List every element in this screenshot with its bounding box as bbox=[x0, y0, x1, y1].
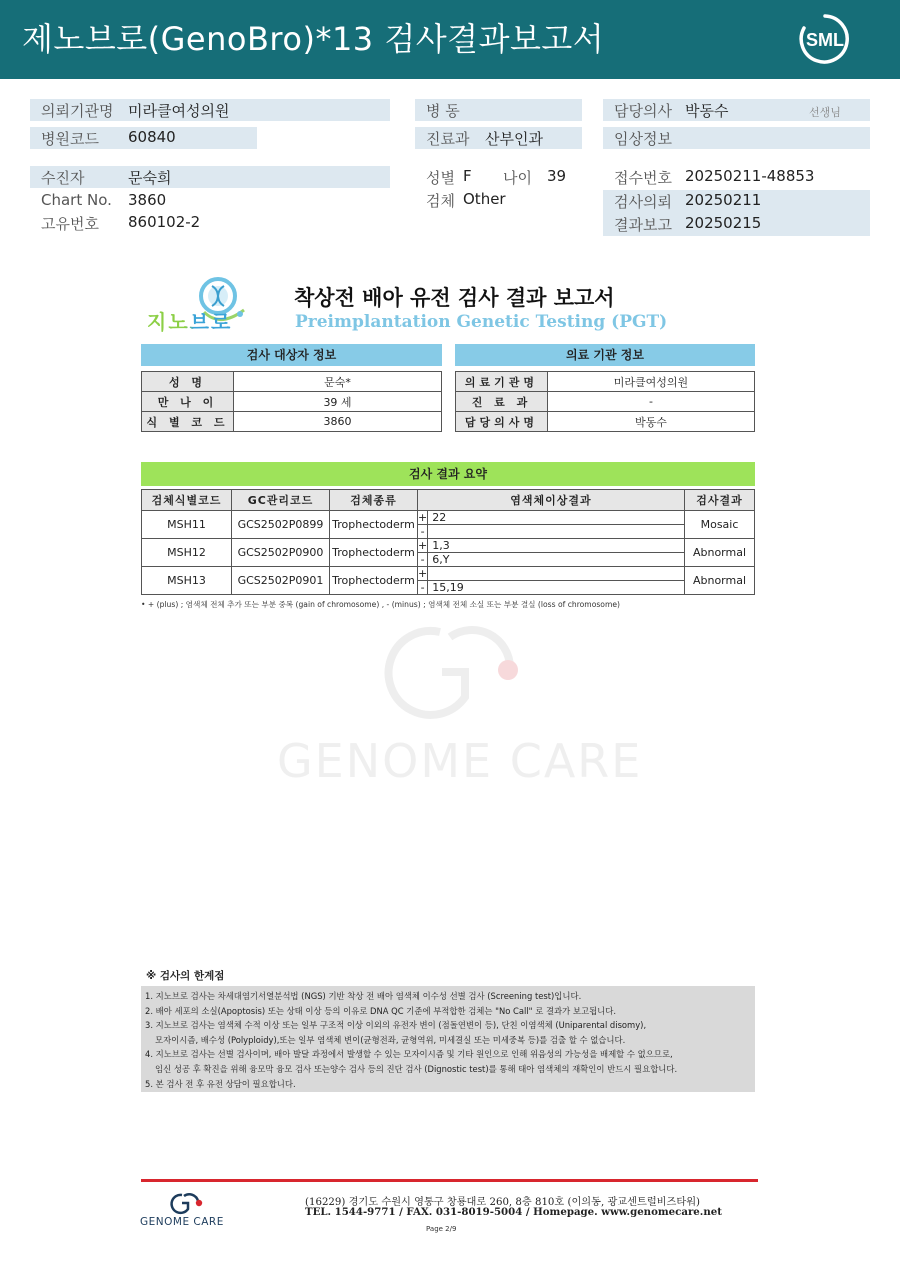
limitation-item: 임신 성공 후 확진을 위해 융모막 융모 검사 또는양수 검사 등의 진단 검사 (Dignostic test)를 통해 태아 염색체의 재확인이 반드시 필요합니다. bbox=[155, 1063, 678, 1074]
table-row bbox=[142, 511, 755, 525]
specimen-value: Other bbox=[463, 190, 506, 208]
minus-sign: - bbox=[418, 553, 428, 567]
minus-sign: - bbox=[418, 525, 428, 539]
info-value: 39 세 bbox=[234, 392, 442, 412]
watermark-text: GENOME CARE bbox=[277, 734, 643, 788]
page-title: 제노브로(GenoBro)*13 검사결과보고서 bbox=[22, 20, 605, 58]
report-date-label: 결과보고 bbox=[614, 216, 672, 234]
doctor-suffix: 선생님 bbox=[809, 106, 841, 119]
limitation-item: 2. 배아 세포의 소실(Apoptosis) 또는 상태 이상 등의 이유로 DNA QC 기준에 부적합한 검체는 "No Call" 로 결과가 보고됩니다. bbox=[145, 1005, 616, 1016]
result-value: Mosaic bbox=[685, 511, 755, 539]
ward-field bbox=[415, 99, 582, 121]
dates-field bbox=[603, 190, 870, 236]
sex-label: 성별 bbox=[426, 169, 455, 187]
table-row bbox=[142, 539, 755, 553]
results-column-header: GC관리코드 bbox=[232, 490, 330, 511]
gc-code: GCS2502P0901 bbox=[232, 567, 330, 595]
receipt-no-label: 접수번호 bbox=[614, 169, 672, 187]
clinical-field bbox=[603, 127, 870, 149]
unique-no-value: 860102-2 bbox=[128, 213, 201, 231]
results-header: 검사 결과 요약 bbox=[141, 462, 755, 486]
patient-value: 문숙희 bbox=[128, 169, 172, 187]
institution-info-row bbox=[456, 392, 755, 412]
loss-chromosomes bbox=[428, 525, 685, 539]
info-value: 3860 bbox=[234, 412, 442, 432]
hospital-code-label: 병원코드 bbox=[41, 130, 99, 148]
institution-info-header: 의료 기관 정보 bbox=[455, 344, 755, 366]
info-value: 문숙* bbox=[234, 372, 442, 392]
results-column-header: 검사결과 bbox=[685, 490, 755, 511]
doctor-label: 담당의사 bbox=[614, 102, 672, 120]
subject-info-header: 검사 대상자 정보 bbox=[141, 344, 442, 366]
genome-care-watermark-icon bbox=[370, 612, 530, 722]
plus-sign: + bbox=[418, 567, 428, 580]
requesting-org-label: 의뢰기관명 bbox=[41, 102, 114, 120]
report-subtitle: Preimplantation Genetic Testing (PGT) bbox=[295, 312, 668, 332]
doctor-value: 박동수 bbox=[685, 102, 729, 120]
limitation-item: 4. 지노브로 검사는 선별 검사이며, 배아 발달 과정에서 발생할 수 있는 모자이시즘 및 기타 원인으로 인해 위음성의 가능성을 배제할 수 없으므로, bbox=[145, 1049, 673, 1060]
genome-care-logo-icon bbox=[164, 1191, 206, 1215]
doctor-field bbox=[603, 99, 870, 121]
institution-info-row bbox=[456, 372, 755, 392]
sample-code: MSH13 bbox=[142, 567, 232, 595]
footer-logo-text: GENOME CARE bbox=[140, 1216, 224, 1228]
result-value: Abnormal bbox=[685, 539, 755, 567]
hospital-code-value: 60840 bbox=[128, 128, 176, 146]
specimen-label: 검체 bbox=[426, 192, 455, 210]
results-column-header: 염색체이상결과 bbox=[418, 490, 685, 511]
subject-info-row bbox=[142, 392, 442, 412]
info-key: 진 료 과 bbox=[456, 392, 548, 412]
dept-value: 산부인과 bbox=[485, 130, 543, 148]
receipt-no-value: 20250211-48853 bbox=[685, 167, 815, 185]
gain-chromosomes bbox=[428, 567, 685, 581]
results-column-header: 검체종류 bbox=[330, 490, 418, 511]
plus-sign: + bbox=[418, 511, 428, 524]
sex-age-field bbox=[415, 166, 582, 188]
limitation-item: 1. 지노브로 검사는 차세대염기서열분석법 (NGS) 기반 착상 전 배아 염색체 이수성 선별 검사 (Screening test)입니다. bbox=[145, 991, 582, 1001]
age-value: 39 bbox=[547, 167, 567, 185]
sample-code: MSH12 bbox=[142, 539, 232, 567]
results-column-header: 검체식별코드 bbox=[142, 490, 232, 511]
limitation-item: 5. 본 검사 전 후 유전 상담이 필요합니다. bbox=[145, 1078, 296, 1089]
patient-field bbox=[30, 166, 390, 188]
unique-no-label: 고유번호 bbox=[41, 215, 99, 233]
gc-code: GCS2502P0900 bbox=[232, 539, 330, 567]
sample-code: MSH11 bbox=[142, 511, 232, 539]
chart-no-label: Chart No. bbox=[41, 191, 112, 209]
loss-chromosomes: 15,19 bbox=[428, 581, 685, 595]
info-key: 의료기관명 bbox=[456, 372, 548, 392]
page-number: Page 2/9 bbox=[426, 1225, 457, 1233]
gain-chromosomes: 1,3 bbox=[428, 539, 685, 553]
info-value: 박동수 bbox=[548, 412, 755, 432]
footer-address: (16229) 경기도 수원시 영통구 창룡대로 260, 8층 810호 (이의동, 광교센트럴비즈타워) bbox=[305, 1197, 701, 1208]
chart-no-value: 3860 bbox=[128, 191, 167, 209]
info-key: 담당의사명 bbox=[456, 412, 548, 432]
table-row bbox=[142, 567, 755, 581]
specimen-type: Trophectoderm bbox=[330, 511, 418, 539]
genobro-brand-text bbox=[147, 306, 232, 335]
limitations-title: ※ 검사의 한계점 bbox=[146, 970, 225, 982]
dept-field bbox=[415, 127, 582, 149]
clinical-label: 임상정보 bbox=[614, 130, 672, 148]
minus-sign: - bbox=[418, 581, 428, 595]
info-value: - bbox=[548, 392, 755, 412]
sml-logo-icon bbox=[798, 13, 852, 65]
footer-contact: TEL. 1544-9771 / FAX. 031-8019-5004 / Homepage. www.genomecare.net bbox=[305, 1206, 722, 1218]
specimen-type: Trophectoderm bbox=[330, 539, 418, 567]
unique-no-field bbox=[30, 212, 390, 234]
patient-label: 수진자 bbox=[41, 169, 85, 187]
plus-sign: + bbox=[418, 539, 428, 552]
requesting-org-value: 미라클여성의원 bbox=[128, 102, 230, 120]
result-value: Abnormal bbox=[685, 567, 755, 595]
subject-info-row bbox=[142, 372, 442, 392]
gc-code: GCS2502P0899 bbox=[232, 511, 330, 539]
institution-info-table bbox=[455, 371, 755, 432]
info-key: 만 나 이 bbox=[142, 392, 234, 412]
results-table bbox=[141, 489, 755, 595]
header-bar bbox=[0, 0, 900, 79]
info-value: 미라클여성의원 bbox=[548, 372, 755, 392]
chart-no-field bbox=[30, 190, 390, 212]
ward-label: 병 동 bbox=[426, 102, 460, 120]
results-footnote: • + (plus) ; 염색체 전체 추가 또는 부분 중복 (gain of chromosome) , - (minus) ; 염색체 전체 소실 또는 부분 결실 (loss of chromosome) bbox=[141, 600, 620, 609]
limitation-item: 모자이시즘, 배수성 (Polyploidy),또는 일부 염색체 변이(균형전좌, 균형역위, 미세결실 또는 미세중복 등)를 검출 할 수 없습니다. bbox=[155, 1034, 626, 1045]
limitation-item: 3. 지노브로 검사는 염색체 수적 이상 또는 일부 구조적 이상 이외의 유전자 변이 (점돌연변이 등), 단친 이염색체 (Uniparental disomy), bbox=[145, 1020, 647, 1031]
subject-info-table bbox=[141, 371, 442, 432]
footer-divider bbox=[141, 1179, 758, 1182]
specimen-type: Trophectoderm bbox=[330, 567, 418, 595]
age-label: 나이 bbox=[503, 169, 532, 187]
info-key: 식 별 코 드 bbox=[142, 412, 234, 432]
info-key: 성 명 bbox=[142, 372, 234, 392]
genobro-brand: 지노브로 bbox=[147, 310, 233, 334]
dept-label: 진료과 bbox=[426, 130, 470, 148]
gain-chromosomes: 22 bbox=[428, 511, 685, 525]
limitations-box bbox=[141, 986, 755, 1092]
receipt-no-field bbox=[603, 166, 870, 188]
loss-chromosomes: 6,Y bbox=[428, 553, 685, 567]
sml-logo-text: SML bbox=[806, 30, 844, 50]
institution-info-row bbox=[456, 412, 755, 432]
request-date-label: 검사의뢰 bbox=[614, 193, 672, 211]
subject-info-row bbox=[142, 412, 442, 432]
specimen-field bbox=[415, 189, 582, 211]
report-date-value: 20250215 bbox=[685, 214, 762, 232]
requesting-org-field bbox=[30, 99, 390, 121]
report-title: 착상전 배아 유전 검사 결과 보고서 bbox=[294, 286, 615, 310]
sex-value: F bbox=[463, 167, 472, 185]
request-date-value: 20250211 bbox=[685, 191, 762, 209]
hospital-code-field bbox=[30, 127, 257, 149]
